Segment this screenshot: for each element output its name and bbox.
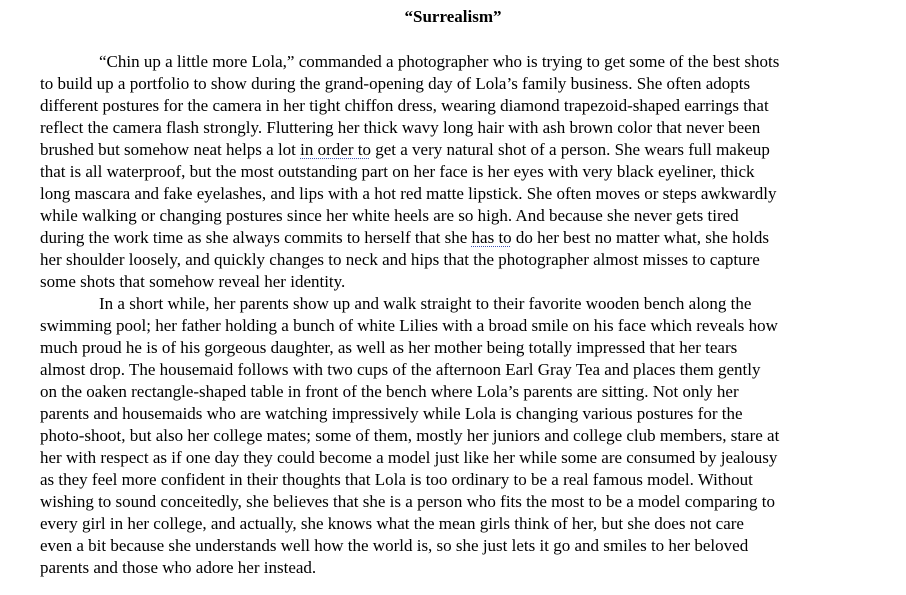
text-line: as they feel more confident in their thoughts that Lola is too ordinary to be a real famous model. Without [40,470,753,489]
text-segment: brushed but somehow neat helps a lot [40,140,301,159]
text-segment: get a very natural shot of a person. She wears full makeup [370,140,770,159]
text-line: different postures for the camera in her tight chiffon dress, wearing diamond trapezoid-shaped earrings that [40,96,769,115]
text-line: even a bit because she understands well how the world is, so she just lets it go and smiles to her beloved [40,536,749,555]
text-line: In a short while, her parents show up and walk straight to their favorite wooden bench along the [99,294,752,313]
text-line [40,139,876,161]
text-line: to build up a portfolio to show during the grand-opening day of Lola’s family business. She often adopts [40,74,751,93]
text-line: “Chin up a little more Lola,” commanded a photographer who is trying to get some of the best shots [99,52,780,71]
text-line: parents and those who adore her instead. [40,558,317,577]
text-line: while walking or changing postures since her white heels are so high. And because she never gets tired [40,206,739,225]
text-line: on the oaken rectangle-shaped table in front of the bench where Lola’s parents are sitting. Not only her [40,382,739,401]
text-line: much proud he is of his gorgeous daughter, as well as her mother being totally impressed that her tears [40,338,738,357]
text-line: parents and housemaids who are watching impressively while Lola is changing various postures for the [40,404,743,423]
document-body [40,51,876,579]
text-line: some shots that somehow reveal her identity. [40,272,346,291]
text-line: that is all waterproof, but the most outstanding part on her face is her eyes with very black eyeliner, thick [40,162,755,181]
text-line: her shoulder loosely, and quickly changes to neck and hips that the photographer almost misses to capture [40,250,760,269]
text-line: almost drop. The housemaid follows with two cups of the afternoon Earl Gray Tea and places them gently [40,360,761,379]
text-segment: do her best no matter what, she holds [511,228,769,247]
text-line: every girl in her college, and actually, she knows what the mean girls think of her, but she does not care [40,514,744,533]
document-title: “Surrealism” [404,7,502,26]
paragraph-2 [40,293,876,579]
paragraph-1 [40,51,876,293]
grammar-suggestion[interactable]: in order to [300,140,371,159]
grammar-suggestion[interactable]: has to [471,228,512,247]
text-line: photo-shoot, but also her college mates; some of them, mostly her juniors and college club members, stare at [40,426,780,445]
text-line [40,227,876,249]
text-line: long mascara and fake eyelashes, and lips with a hot red matte lipstick. She often moves or steps awkwardly [40,184,777,203]
text-segment: during the work time as she always commits to herself that she [40,228,472,247]
text-line: her with respect as if one day they could become a model just like her while some are consumed by jealousy [40,448,778,467]
text-line: reflect the camera flash strongly. Fluttering her thick wavy long hair with ash brown color that never been [40,118,761,137]
text-line: wishing to sound conceitedly, she believes that she is a person who fits the most to be a model comparing to [40,492,775,511]
text-line: swimming pool; her father holding a bunch of white Lilies with a broad smile on his face which reveals how [40,316,778,335]
